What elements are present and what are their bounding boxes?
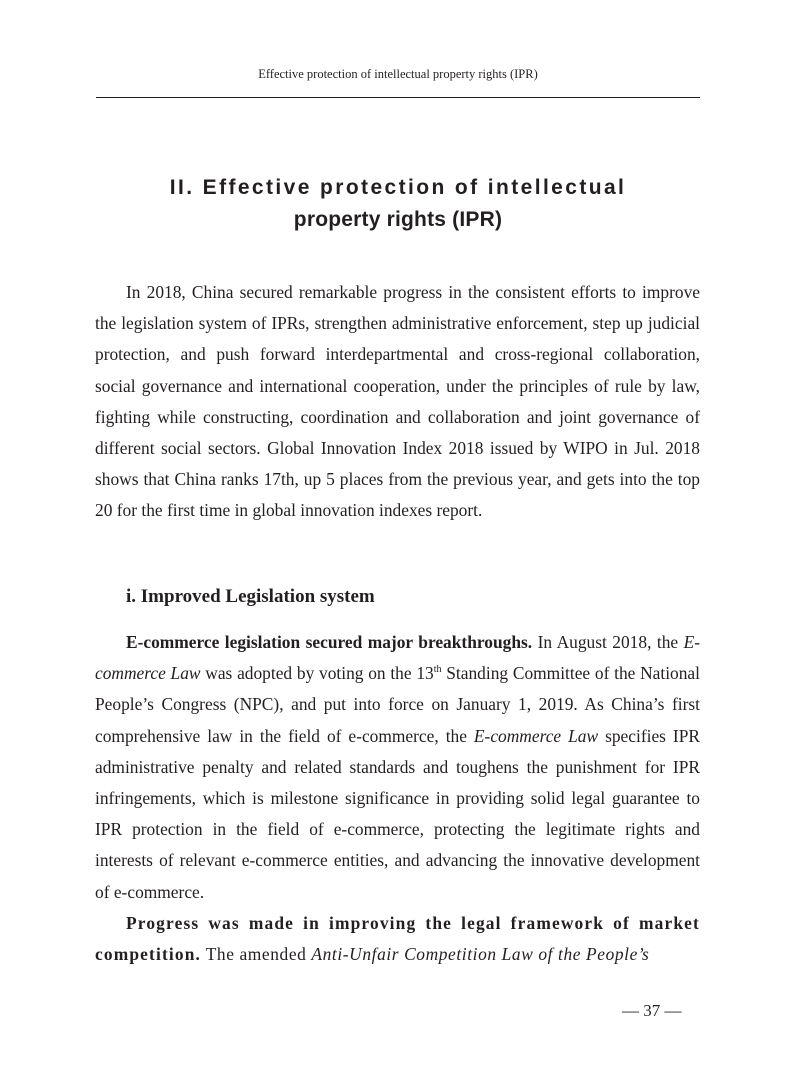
paragraph-lead: E-commerce legislation secured major breakthroughs. <box>126 632 533 652</box>
paragraph-text: Standing Committee of the National People’s Congress (NPC), and put into force on January 1, 2019. As China’s first comprehensive law in the field of e-commerce, the <box>95 663 700 746</box>
running-header: Effective protection of intellectual property rights (IPR) <box>258 67 538 81</box>
paragraph-text: In August 2018, the <box>532 632 684 652</box>
main-content <box>95 627 700 970</box>
paragraph-lead: Progress was made in improving the legal framework of market competition. <box>95 912 700 965</box>
chapter-title-line-2: property rights (IPR) <box>293 208 503 231</box>
law-name: E-commerce Law <box>473 725 599 746</box>
intro-paragraph: In 2018, China secured remarkable progress in the consistent efforts to improve the legislation system of IPRs, strengthen administrative enforcement, step up judicial protection, and push forward interdepartmental and cross-regional collaboration, social governance and international cooperation, under the principles of rule by law, fighting while constructing, coordination and collaboration and joint governance of different social sectors. Global Innovation Index 2018 issued by WIPO in Jul. 2018 shows that China ranks 17th, up 5 places from the previous year, and gets into the top 20 for the first time in global innovation indexes report. <box>95 282 700 521</box>
paragraph-text: was adopted by voting on the 13 <box>200 663 434 684</box>
chapter-title-line-1: II. Effective protection of intellectual <box>169 176 627 199</box>
section-heading: i. Improved Legislation system <box>126 586 375 607</box>
intro-section <box>95 277 700 527</box>
chapter-title <box>96 172 700 236</box>
paragraph-text: specifies IPR administrative penalty and related standards and toughens the punishment for IPR infringements, which is milestone significance in providing solid legal guarantee to IPR protection in the field of e-commerce, protecting the legitimate rights and interests of relevant e-commerce entities, and advancing the innovative development of e-commerce. <box>95 725 700 902</box>
law-name: Anti-Unfair Competition Law of the People’s <box>311 944 650 965</box>
law-name: E-commerce Law <box>95 632 701 684</box>
header-rule <box>96 97 700 98</box>
paragraph-competition <box>95 908 700 970</box>
page-number: — 37 — <box>622 1001 682 1020</box>
paragraph-text: The amended <box>201 944 312 965</box>
ordinal-suffix: th <box>433 664 442 676</box>
paragraph-ecommerce <box>95 627 700 908</box>
